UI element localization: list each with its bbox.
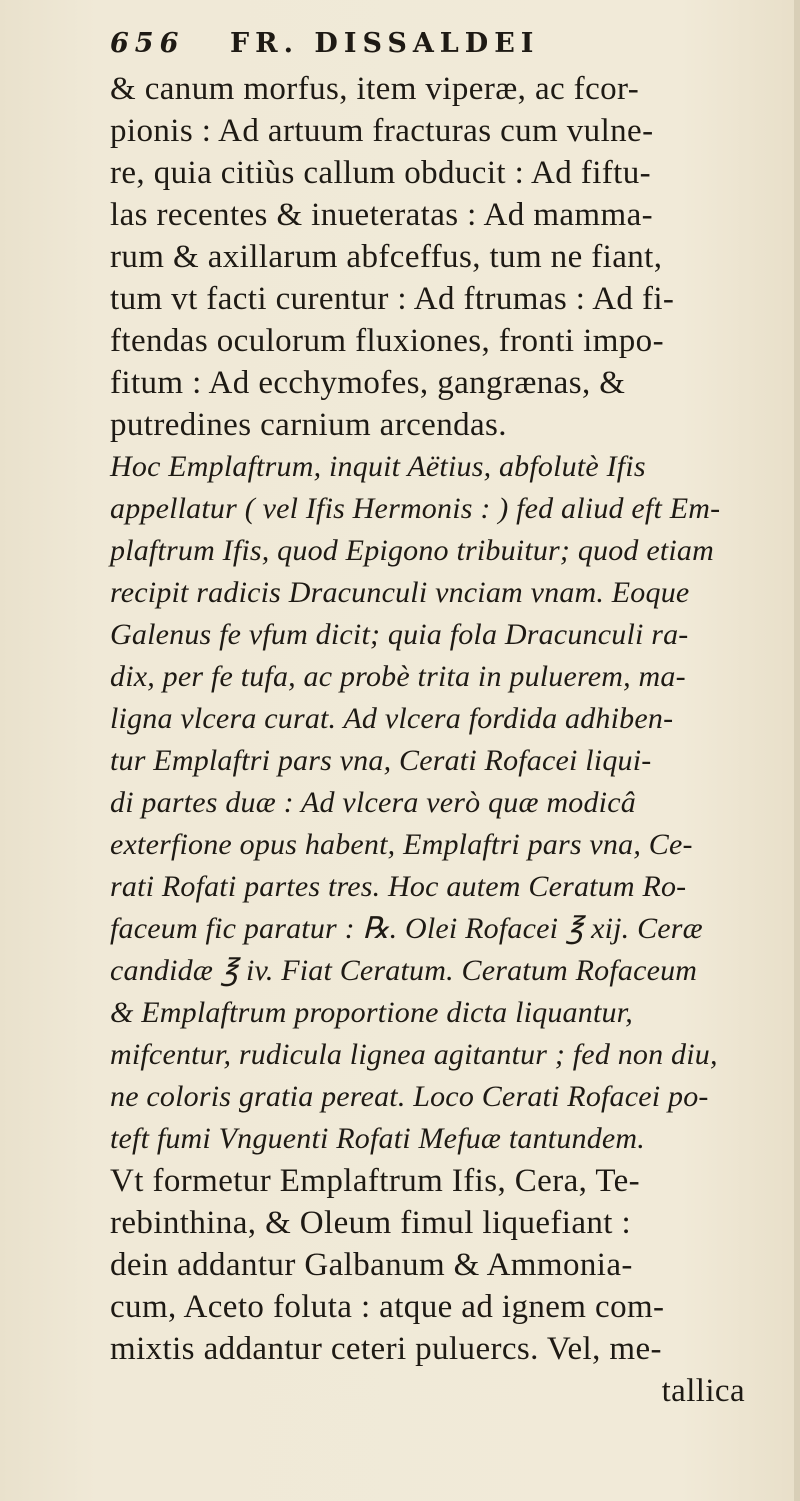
text-line: cum, Aceto foluta : atque ad ignem com-: [110, 1289, 665, 1325]
catchword: tallica: [661, 1373, 745, 1409]
text-line: dix, per fe tufa, ac probè trita in puluerem, ma-: [110, 660, 686, 693]
text-line: recipit radicis Dracunculi vnciam vnam. Eoque: [110, 576, 690, 609]
text-line: rum & axillarum abfceffus, tum ne fiant,: [110, 239, 663, 275]
text-line: & canum morfus, item viperæ, ac fcor-: [110, 71, 640, 107]
text-line: exterfione opus habent, Emplaftri pars vna, Ce-: [110, 828, 693, 861]
text-line: tum vt facti curentur : Ad ftrumas : Ad fi-: [110, 281, 675, 317]
running-title: FR. DISSALDEI: [230, 28, 540, 59]
text-line: candidæ ℥ iv. Fiat Ceratum. Ceratum Rofaceum: [110, 954, 698, 987]
text-line: Galenus fe vfum dicit; quia fola Dracunculi ra-: [110, 618, 689, 651]
page-edge: [794, 0, 800, 1501]
text-line: teft fumi Vnguenti Rofati Mefuæ tantundem.: [110, 1122, 645, 1155]
text-line: Vt formetur Emplaftrum Ifis, Cera, Te-: [110, 1163, 641, 1199]
text-line: faceum fic paratur : ℞. Olei Rofacei ℥ xij. Ceræ: [110, 912, 703, 945]
text-line: ligna vlcera curat. Ad vlcera fordida adhiben-: [110, 702, 674, 735]
text-line: las recentes & inueteratas : Ad mamma-: [110, 197, 654, 233]
page-number: 656: [110, 28, 185, 59]
text-line: rebinthina, & Oleum fimul liquefiant :: [110, 1205, 632, 1241]
text-line: ftendas oculorum fluxiones, fronti impo-: [110, 323, 664, 359]
text-line: & Emplaftrum proportione dicta liquantur,: [110, 996, 633, 1029]
text-block: [110, 28, 800, 1412]
running-head: [110, 28, 800, 68]
text-line: tur Emplaftri pars vna, Cerati Rofacei liqui-: [110, 744, 652, 777]
body-text: [110, 68, 800, 1370]
text-line: mixtis addantur ceteri puluercs. Vel, me-: [110, 1331, 662, 1367]
text-line: fitum : Ad ecchymofes, gangrænas, &: [110, 365, 626, 401]
text-line: ne coloris gratia pereat. Loco Cerati Rofacei po-: [110, 1080, 709, 1113]
text-line: di partes duæ : Ad vlcera verò quæ modicâ: [110, 786, 636, 819]
text-line: rati Rofati partes tres. Hoc autem Ceratum Ro-: [110, 870, 687, 903]
text-line: re, quia citiùs callum obducit : Ad fiftu-: [110, 155, 652, 191]
text-line: putredines carnium arcendas.: [110, 407, 507, 443]
text-line: Hoc Emplaftrum, inquit Aëtius, abfolutè Ifis: [110, 450, 646, 483]
text-line: pionis : Ad artuum fracturas cum vulne-: [110, 113, 654, 149]
text-line: appellatur ( vel Ifis Hermonis : ) fed aliud eft Em-: [110, 492, 721, 525]
text-line: mifcentur, rudicula lignea agitantur ; fed non diu,: [110, 1038, 718, 1071]
text-line: dein addantur Galbanum & Ammonia-: [110, 1247, 633, 1283]
text-line: plaftrum Ifis, quod Epigono tribuitur; quod etiam: [110, 534, 714, 567]
